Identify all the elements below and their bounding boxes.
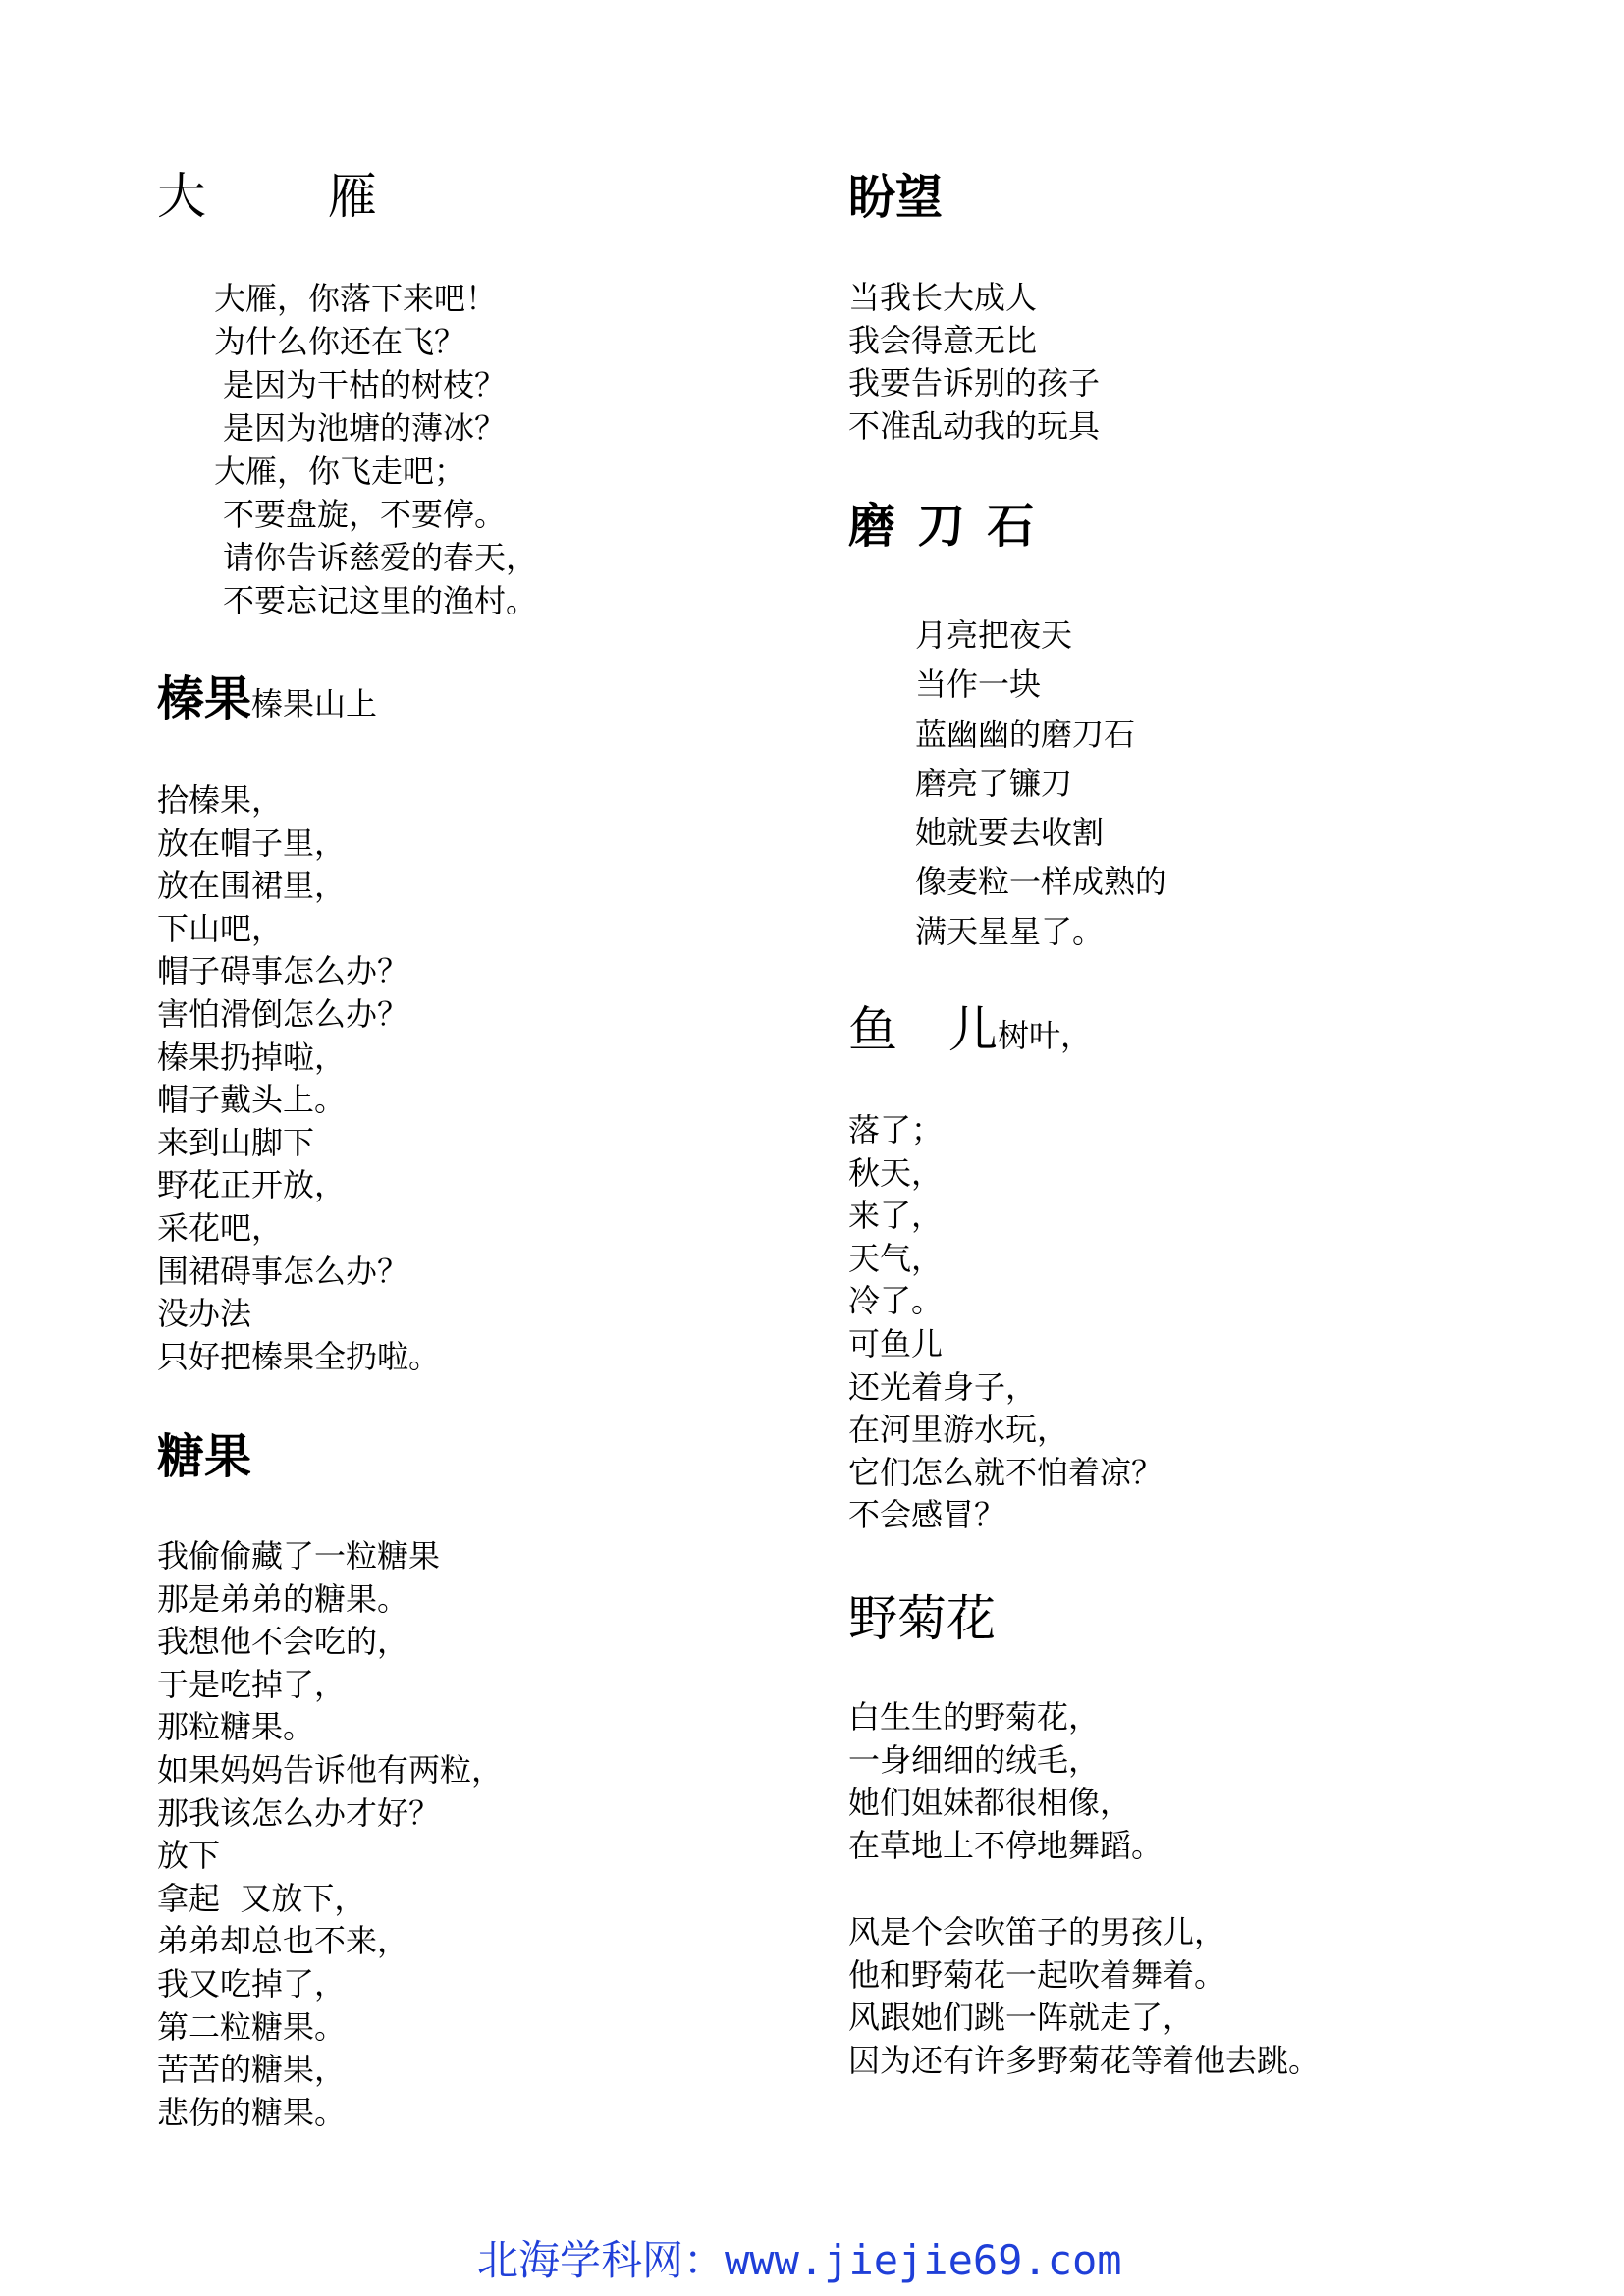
poem-line: 我会得意无比 bbox=[848, 321, 1038, 359]
poem-line: 冷了。 bbox=[848, 1282, 944, 1320]
poem-line: 放在围裙里， bbox=[157, 867, 347, 905]
poem-title-part: 大 bbox=[157, 168, 206, 225]
poem-line: 那我该怎么办才好？ bbox=[157, 1793, 441, 1832]
poem-line: 当我长大成人 bbox=[848, 279, 1038, 316]
poem-line: 野花正开放， bbox=[157, 1166, 347, 1204]
poem-line: 在河里游水玩， bbox=[848, 1411, 1069, 1449]
poem-title-part: 雁 bbox=[327, 168, 377, 225]
poem-title: 盼望 bbox=[848, 170, 944, 225]
poem-line: 大雁，你飞走吧； bbox=[214, 453, 466, 490]
poem-line: 我要告诉别的孩子 bbox=[848, 364, 1101, 402]
poem-body bbox=[848, 277, 1100, 448]
poem-line: 采花吧， bbox=[157, 1208, 284, 1247]
poem-line: 她就要去收割 bbox=[915, 814, 1105, 852]
poem-line: 那是弟弟的糖果。 bbox=[157, 1579, 409, 1618]
poem-line: 落了； bbox=[848, 1111, 944, 1148]
poem-line: 风是个会吹笛子的男孩儿， bbox=[848, 1913, 1226, 1950]
poem-line: 为什么你还在飞？ bbox=[214, 323, 466, 360]
poem-line: 拾榛果， bbox=[157, 781, 284, 819]
poem-line: 只好把榛果全扔啦。 bbox=[157, 1337, 441, 1375]
poem-line: 请你告诉慈爱的春天， bbox=[223, 539, 538, 576]
poem-title: 磨 刀 石 bbox=[848, 499, 1035, 554]
poem-line: 磨亮了镰刀 bbox=[915, 764, 1073, 802]
footer-watermark bbox=[477, 2228, 1122, 2287]
poem-line: 于是吃掉了， bbox=[157, 1665, 347, 1703]
poem-line: 满天星星了。 bbox=[915, 912, 1105, 950]
poem-line: 我偷偷藏了一粒糖果 bbox=[157, 1537, 441, 1575]
poem-line: 还光着身子， bbox=[848, 1367, 1038, 1406]
footer-label: 北海学科网： bbox=[477, 2236, 726, 2284]
poem-line: 他和野菊花一起吹着舞着。 bbox=[848, 1955, 1226, 1994]
poem-line: 是因为干枯的树枝？ bbox=[223, 366, 507, 403]
poem-line: 那粒糖果。 bbox=[157, 1708, 315, 1746]
poem-line: 不要忘记这里的渔村。 bbox=[223, 582, 538, 619]
poem-line: 它们怎么就不怕着凉？ bbox=[848, 1453, 1164, 1491]
poem-line: 风跟她们跳一阵就走了， bbox=[848, 1999, 1195, 2037]
poem-line: 不会感冒？ bbox=[848, 1496, 1006, 1534]
poem-line: 不准乱动我的玩具 bbox=[848, 406, 1101, 445]
poem-line: 第二粒糖果。 bbox=[157, 2007, 347, 2046]
poem-title: 糖果 bbox=[157, 1429, 252, 1484]
poem-title-part: 鱼 bbox=[848, 1001, 897, 1058]
poem-title-part: 儿 bbox=[948, 1001, 998, 1058]
poem-body bbox=[157, 779, 440, 1378]
poem-line: 如果妈妈告诉他有两粒， bbox=[157, 1750, 504, 1789]
poem-line: 在草地上不停地舞蹈。 bbox=[848, 1826, 1164, 1864]
poem-body bbox=[214, 277, 537, 622]
poem-line: 放下 bbox=[157, 1837, 221, 1875]
poem-title bbox=[848, 1001, 1093, 1058]
poem-line: 放在帽子里， bbox=[157, 824, 347, 862]
poem-line: 帽子戴头上。 bbox=[157, 1081, 347, 1119]
poem-line: 不要盘旋，不要停。 bbox=[223, 496, 507, 533]
poem-line: 帽子碍事怎么办？ bbox=[157, 952, 409, 990]
poem-line: 像麦粒一样成熟的 bbox=[915, 863, 1167, 901]
poem-line: 围裙碍事怎么办？ bbox=[157, 1252, 409, 1290]
poem-line: 榛果扔掉啦， bbox=[157, 1038, 347, 1076]
poem-body bbox=[157, 1535, 503, 2134]
poem-line: 我想他不会吃的， bbox=[157, 1623, 409, 1661]
poem-line: 她们姐妹都很相像， bbox=[848, 1784, 1132, 1822]
poem-line: 拿起 又放下， bbox=[157, 1879, 366, 1917]
poem-stanza-2 bbox=[848, 1911, 1320, 2082]
poem-line: 秋天， bbox=[848, 1153, 944, 1192]
poem-title bbox=[157, 671, 378, 726]
poem-line: 当作一块 bbox=[915, 666, 1042, 704]
poem-line: 我又吃掉了， bbox=[157, 1964, 347, 2002]
footer-url[interactable]: www.jiejie69.com bbox=[725, 2236, 1122, 2284]
poem-line: 天气， bbox=[848, 1239, 944, 1277]
poem-body bbox=[915, 611, 1166, 956]
poem-line: 因为还有许多野菊花等着他去跳。 bbox=[848, 2041, 1321, 2079]
poem-line: 下山吧， bbox=[157, 909, 284, 947]
poem-line: 蓝幽幽的磨刀石 bbox=[915, 715, 1136, 753]
poem-title-main: 榛果 bbox=[157, 671, 252, 726]
poem-line: 大雁，你落下来吧！ bbox=[214, 280, 498, 317]
poem-line: 一身细细的绒毛， bbox=[848, 1740, 1101, 1779]
poem-line: 害怕滑倒怎么办？ bbox=[157, 994, 409, 1033]
poem-title-sub: 榛果山上 bbox=[251, 685, 378, 722]
poem-title-sub: 树叶， bbox=[998, 1017, 1093, 1054]
poem-line: 弟弟却总也不来， bbox=[157, 1922, 409, 1960]
poem-body bbox=[848, 1109, 1163, 1537]
poem-line: 来到山脚下 bbox=[157, 1123, 315, 1161]
poem-line: 可鱼儿 bbox=[848, 1324, 944, 1362]
poem-title bbox=[157, 168, 377, 225]
poem-line: 是因为池塘的薄冰？ bbox=[223, 409, 507, 447]
poem-stanza-1 bbox=[848, 1696, 1163, 1867]
poem-line: 来了， bbox=[848, 1197, 944, 1235]
poem-line: 悲伤的糖果。 bbox=[157, 2093, 347, 2131]
poem-line: 白生生的野菊花， bbox=[848, 1698, 1101, 1735]
poem-line: 没办法 bbox=[157, 1295, 252, 1333]
poem-line: 苦苦的糖果， bbox=[157, 2051, 347, 2089]
poem-line: 月亮把夜天 bbox=[915, 616, 1073, 654]
poem-title: 野菊花 bbox=[848, 1590, 996, 1647]
